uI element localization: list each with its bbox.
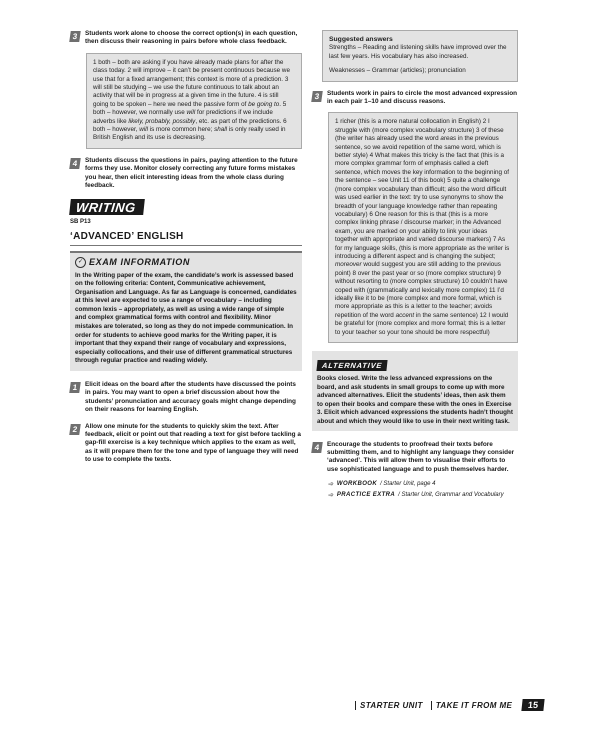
step-number: 4 [311, 442, 323, 453]
answer-text-segment: 2 I struggle with (more complex vocabulary structure) [335, 118, 490, 134]
answer-text-segment: 11 I’d ideally like it to be (more complex and more formal, which is more appropriate as this is a letter to the teacher; avoids repetition of the word [335, 286, 504, 319]
answer-text-segment: will [139, 126, 148, 134]
answer-text-segment: , etc. as part of the predictions. 6 both – however, [93, 117, 287, 134]
answer-text-segment: 4 What makes this tricky is the fact that (this is a more complex grammar form of emphasis called a cleft sentence, which moves the key information to the beginning of the sentence – see Unit 11 of this book) [335, 152, 509, 185]
answer-text-segment: will [186, 109, 196, 117]
answer-text-segment: in the same sentence) [414, 311, 480, 319]
answer-text-segment: in the previous sentence, so we avoid repetition of the same word, which is better style) [335, 135, 501, 160]
reference-detail: / Starter Unit, Grammar and Vocabulary [398, 492, 504, 499]
exam-information-title: EXAM INFORMATION [89, 257, 190, 267]
step-3-right [312, 90, 518, 107]
exam-information-header [75, 257, 297, 268]
step-number: 2 [69, 424, 81, 435]
section-title: ‘ADVANCED’ ENGLISH [70, 231, 302, 246]
answer-text-segment: shall [214, 126, 228, 134]
answer-text-segment: is more common here; [147, 126, 215, 134]
step-instruction: Students work in pairs to circle the most advanced expression in each pair 1–10 and discuss reasons. [327, 89, 517, 106]
suggested-answers-box [322, 30, 518, 82]
answer-text-segment: 12 I would be grateful for (more complex and more formal; this is a letter to your teacher so your tone should be more respectful) [335, 311, 509, 336]
alternative-title: ALTERNATIVE [316, 360, 387, 371]
reference-title: WORKBOOK [336, 481, 378, 488]
step-instruction: Elicit ideas on the board after the students have discussed the points in pairs. You may want to open a brief discussion about how the students’ pronunciation and accuracy goals might change depending on their reasons for learning English. [85, 381, 296, 414]
reference-title: PRACTICE EXTRA [336, 492, 396, 499]
step-4-left [70, 157, 302, 191]
practice-extra-reference [328, 491, 518, 499]
left-column [70, 30, 302, 471]
answer-text-segment: 4 is still going to be spoken – here we need the passive form of [93, 92, 279, 108]
answer-text-segment: be going to [248, 100, 280, 108]
alternative-box [312, 351, 518, 431]
arrow-right-icon: ➾ [328, 481, 334, 489]
step-1-left [70, 381, 302, 415]
answer-text-segment: is only really used in British English and its use is decreasing. [93, 126, 286, 142]
step-instruction: Students discuss the questions in pairs, paying attention to the future forms they use. Monitor closely correcting any future forms mistakes you hear, then elicit interesting ideas from the whole class during feedback. [85, 156, 298, 190]
answer-text-segment: 2 will improve – it can’t be present continuous because we use that for a fixed arrangement; this context is more of a prediction. [93, 67, 290, 83]
footer-title: TAKE IT FROM ME [431, 701, 513, 710]
alternative-text: Books closed. Write the less advanced expressions on the board, and ask students in small groups to come up with more advanced alternatives. Elicit the students’ ideas, then ask them to open their books and compare these with the ones in Exercise 3. Elicit which advanced expressions the students hadn’t thought about and which they would like to use in their next writing task. [317, 375, 513, 425]
step-instruction: Encourage the students to proofread their texts before submitting them, and to highlight any language they consider ‘advanced’. This will allow them to visualise their efforts to use sophisticated language and to push themselves harder. [327, 440, 515, 473]
arrow-right-icon: ➾ [328, 492, 334, 500]
step-4-right [312, 441, 518, 475]
answer-text-segment: 1 both – both are asking if you have already made plans for after the class today. [93, 58, 284, 75]
answer-text-segment: 1 richer (this is a more natural collocation in English) [335, 118, 483, 126]
workbook-reference [328, 480, 518, 488]
writing-section-badge: WRITING [69, 199, 145, 215]
answer-text-segment: 3 of these (the writer has already used the word [335, 126, 504, 143]
answer-key-box-3-left [86, 53, 302, 149]
suggested-answers-weaknesses: Weaknesses – Grammar (articles); pronunciation [329, 67, 466, 75]
suggested-answers-title: Suggested answers [329, 36, 393, 43]
answer-text-segment: for predictions if we include adverbs like [93, 109, 273, 125]
student-book-reference: SB P13 [70, 218, 91, 225]
page-number: 15 [522, 699, 545, 711]
page-footer [355, 697, 544, 713]
step-instruction: Allow one minute for the students to quickly skim the text. After feedback, elicit or point out that reading a text for gist before tackling a gap-fill exercise is a key technique which applies to the exam as well, as it will prepare them for the tone and type of language they will need to use to complete the texts. [85, 422, 301, 464]
answer-text-segment: . 5 both – however, we normally use [93, 100, 287, 117]
step-number: 1 [69, 382, 81, 393]
answer-key-box-3-right [328, 112, 518, 343]
step-number: 3 [311, 91, 323, 102]
right-column [312, 30, 518, 499]
footer-unit: STARTER UNIT [355, 701, 423, 710]
step-2-left [70, 423, 302, 465]
step-number: 4 [69, 158, 81, 169]
answer-text-segment: areas [440, 135, 457, 143]
answer-text-segment: 10 couldn’t have coped with (grammatically and lexically more complex) [335, 278, 508, 294]
answer-text-segment: 9 without resorting to (more complex structure) [335, 269, 501, 286]
answer-text-segment: 8 over the past year or so (more complex structure) [352, 269, 498, 277]
answer-text-segment: would suggest you are still adding to the previous point) [335, 261, 501, 277]
answer-text-segment: 6 One reason for this is that (this is a more complex linking phrase / discourse marker; in the Advanced exam, you are marked on your ability to link your ideas together with appropriate and varied discourse markers) [335, 210, 501, 244]
suggested-answers-strengths: Strengths – Reading and listening skills have improved over the last few years. His vocabulary has also increased. [329, 44, 507, 60]
step-3-left [70, 30, 302, 47]
exam-information-box [70, 251, 302, 372]
exam-information-text: In the Writing paper of the exam, the candidate’s work is assessed based on the following criteria: Content, Communicative achievement, Organisation and Language. As far as Language is concerned, candidates at this level are expected to use a range of vocabulary – including common lexis – appropriately, as well as using a wide range of simple and complex grammatical forms with control and flexibility. Minor mistakes are tolerated, so long as they do not impede communication. In order for students to achieve good marks for the Writing paper, it is important that they expand their range of vocabulary and expressions, especially collocations, and their use of different grammatical structures through regular practice and reading widely. [75, 271, 297, 365]
answer-text-segment: 3 will still be studying – we use the future continuous to talk about an activity that will be in progress at a given time in the future. [93, 75, 289, 100]
step-number: 3 [69, 31, 81, 42]
answer-text-segment: likely, probably, possibly [128, 117, 196, 125]
answer-text-segment: 5 quite a challenge (more complex vocabulary than difficult; also the word difficult was used earlier in the text: try to use synonyms to show the breadth of your language knowledge rather than repeating vocabulary) [335, 177, 507, 218]
answer-text-segment: 7 As for my language skills, (this is more appropriate as the writer is introducing a different aspect and is changing the subject; [335, 236, 510, 260]
answer-text-segment: accent [395, 311, 415, 319]
step-instruction: Students work alone to choose the correct option(s) in each question, then discuss their reasoning in pairs before whole class feedback. [85, 30, 298, 46]
reference-detail: / Starter Unit, page 4 [380, 481, 436, 488]
answer-text-segment: moreover [335, 261, 362, 269]
check-icon: ✓ [75, 257, 86, 268]
